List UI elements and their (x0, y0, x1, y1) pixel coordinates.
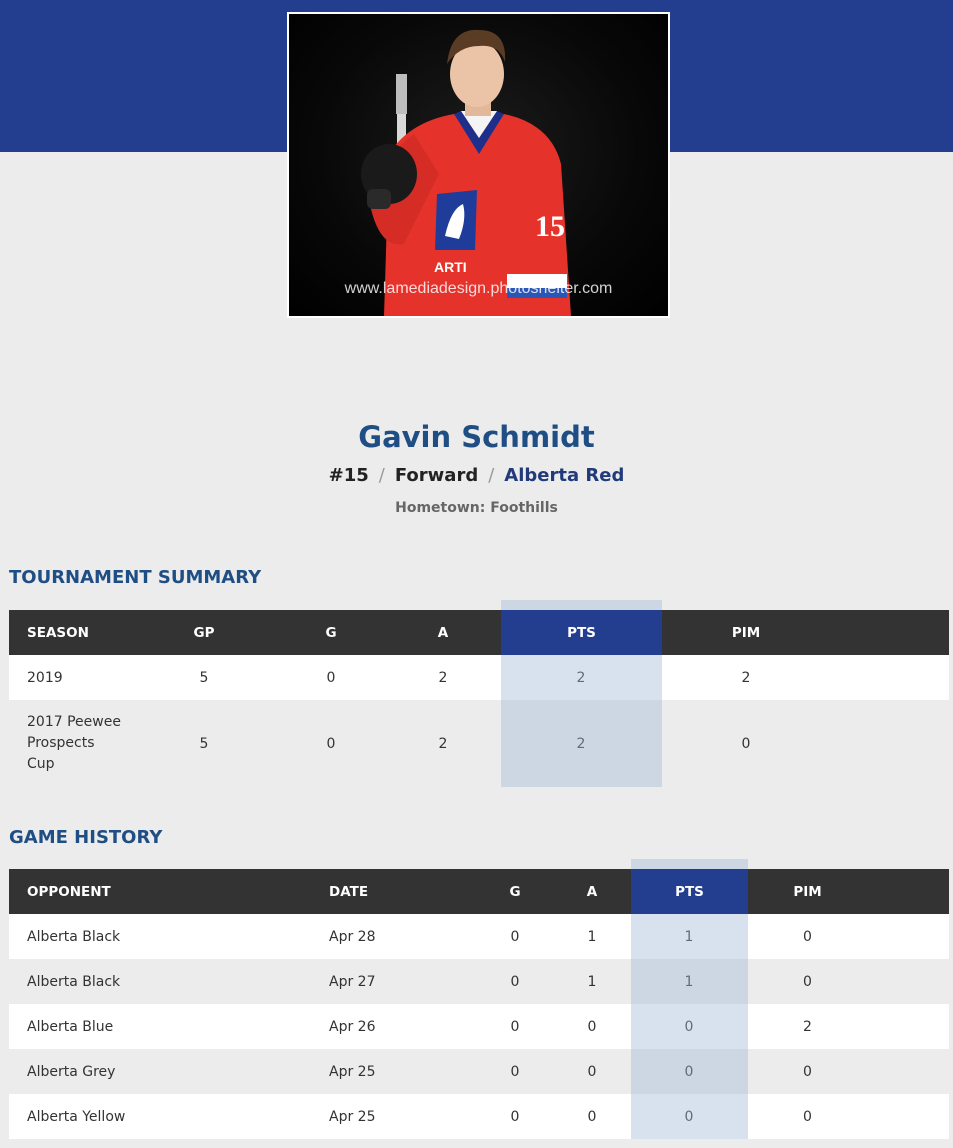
cell-g: 0 (510, 973, 520, 990)
player-photo-frame (287, 12, 670, 318)
meta-separator: / (378, 465, 385, 486)
season-line: Cup (27, 756, 55, 772)
cell-pts: 0 (684, 1063, 694, 1080)
table-row (9, 914, 949, 959)
cell-g: 0 (510, 1108, 520, 1125)
cell-season (9, 700, 179, 787)
cell-pts: 0 (684, 1108, 694, 1125)
table-row (9, 1004, 949, 1049)
table-row (9, 1049, 949, 1094)
player-number: #15 (328, 465, 369, 486)
cell-opponent: Alberta Grey (27, 1063, 116, 1080)
cell-pim: 0 (803, 1063, 812, 1080)
cell-pts: 1 (684, 973, 694, 990)
cell-date: Apr 27 (329, 973, 376, 990)
col-header-g[interactable]: G (509, 883, 521, 900)
cell-a: 1 (587, 928, 597, 945)
cell-pim: 0 (803, 1108, 812, 1125)
cell-pim: 0 (803, 973, 812, 990)
player-photo (289, 14, 668, 316)
cell-opponent: Alberta Blue (27, 1018, 114, 1035)
cell-g: 0 (510, 1018, 520, 1035)
col-header-pts[interactable]: PTS (675, 883, 704, 900)
cell-gp: 5 (199, 735, 209, 752)
tournament-summary-title: TOURNAMENT SUMMARY (9, 567, 262, 588)
cell-date: Apr 25 (329, 1063, 376, 1080)
cell-opponent: Alberta Yellow (27, 1108, 126, 1125)
table-header-row (9, 610, 949, 655)
cell-opponent: Alberta Black (27, 928, 121, 945)
cell-season: 2019 (27, 669, 63, 686)
cell-gp: 5 (199, 669, 209, 686)
cell-opponent: Alberta Black (27, 973, 121, 990)
col-header-a[interactable]: A (586, 883, 598, 900)
cell-a: 0 (587, 1018, 597, 1035)
col-header-pim[interactable]: PIM (731, 624, 761, 641)
col-header-gp[interactable]: GP (193, 624, 215, 641)
cell-a: 1 (587, 973, 597, 990)
player-team-link[interactable]: Alberta Red (504, 465, 625, 486)
cell-g: 0 (326, 669, 336, 686)
cell-date: Apr 28 (329, 928, 376, 945)
col-header-pim[interactable]: PIM (793, 883, 822, 900)
table-header-row (9, 869, 949, 914)
cell-pts: 1 (684, 928, 694, 945)
col-header-g[interactable]: G (325, 624, 337, 641)
game-history-table (9, 859, 949, 1139)
crest-text: ARTI (434, 259, 467, 275)
col-header-opponent[interactable]: OPPONENT (27, 883, 111, 900)
tournament-summary-table (9, 600, 949, 787)
col-header-date[interactable]: DATE (329, 883, 369, 900)
cell-a: 0 (587, 1063, 597, 1080)
photo-watermark: www.lamediadesign.photoshelter.com (344, 280, 613, 297)
season-line: 2017 Peewee (27, 714, 121, 730)
col-header-season[interactable]: SEASON (27, 624, 89, 641)
player-photo-illustration (289, 14, 668, 316)
meta-separator: / (488, 465, 495, 486)
season-line: Prospects (27, 735, 95, 751)
table-row (9, 700, 949, 787)
player-hometown: Hometown: Foothills (395, 500, 558, 516)
table-row (9, 1094, 949, 1139)
cell-pts: 2 (576, 669, 586, 686)
player-name: Gavin Schmidt (358, 420, 595, 454)
col-header-a[interactable]: A (437, 624, 449, 641)
cell-g: 0 (510, 928, 520, 945)
cell-pts: 0 (684, 1018, 694, 1035)
cell-date: Apr 26 (329, 1018, 376, 1035)
cell-a: 0 (587, 1108, 597, 1125)
cell-pim: 2 (803, 1018, 812, 1035)
player-position: Forward (394, 465, 479, 486)
game-history-title: GAME HISTORY (9, 827, 163, 848)
cell-g: 0 (326, 735, 336, 752)
player-meta (0, 465, 953, 486)
cell-g: 0 (510, 1063, 520, 1080)
cell-pim: 2 (741, 669, 751, 686)
table-row (9, 655, 949, 700)
cell-pts: 2 (576, 735, 586, 752)
cell-pim: 0 (741, 735, 751, 752)
cell-date: Apr 25 (329, 1108, 376, 1125)
col-header-pts[interactable]: PTS (567, 624, 596, 641)
cell-pim: 0 (803, 928, 812, 945)
cell-a: 2 (438, 735, 448, 752)
cell-a: 2 (438, 669, 448, 686)
table-row (9, 959, 949, 1004)
jersey-number: 15 (535, 210, 565, 243)
